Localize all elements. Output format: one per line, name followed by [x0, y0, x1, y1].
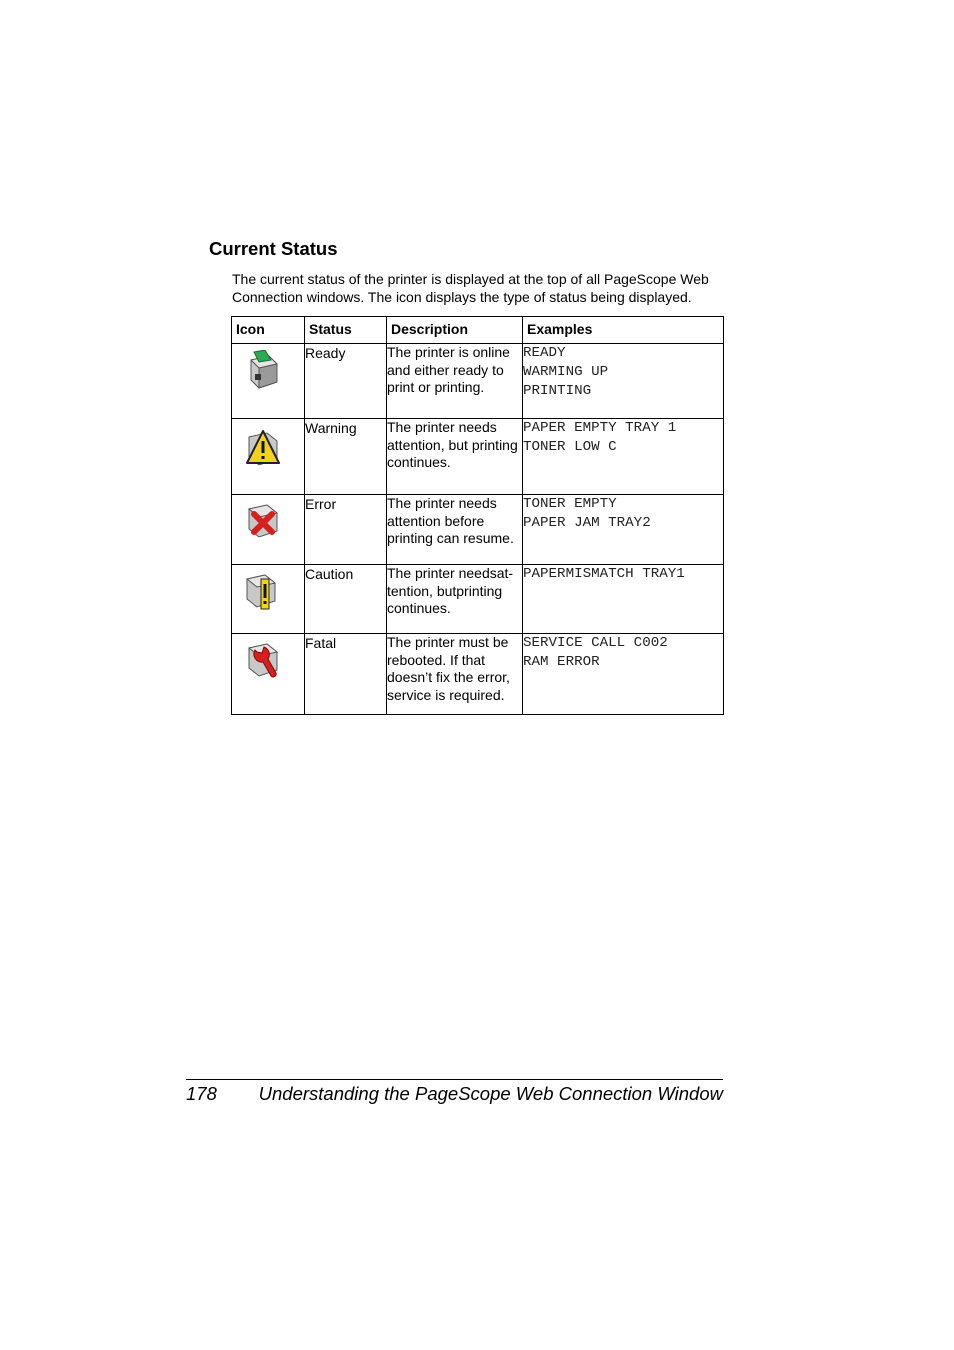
example-line: SERVICE CALL C002 [523, 635, 668, 651]
example-line: TONER LOW C [523, 439, 617, 455]
example-line: WARMING UP [523, 364, 609, 380]
row-examples [523, 634, 724, 715]
printer-caution-icon [243, 571, 283, 615]
section-title: Current Status [209, 238, 338, 259]
page-number: 178 [186, 1083, 217, 1104]
row-status: Warning [305, 419, 387, 495]
footer-divider [186, 1079, 723, 1080]
row-status: Error [305, 495, 387, 565]
row-examples [523, 565, 724, 634]
table-row [232, 419, 724, 495]
header-examples: Examples [523, 317, 724, 344]
example-line: PRINTING [523, 383, 592, 399]
row-description: The printer is online and either ready to print or printing. [387, 344, 523, 419]
intro-paragraph: The current status of the printer is displayed at the top of all PageScope Web Connection windows. The icon displays the type of status being displayed. [232, 271, 709, 305]
example-line: PAPER EMPTY TRAY 1 [523, 420, 677, 436]
header-icon: Icon [232, 317, 305, 344]
header-status: Status [305, 317, 387, 344]
printer-warning-icon [243, 425, 283, 469]
table-row [232, 495, 724, 565]
example-line: READY [523, 345, 566, 361]
row-examples [523, 495, 724, 565]
header-description: Description [387, 317, 523, 344]
example-line: PAPERMISMATCH TRAY1 [523, 566, 685, 582]
row-status: Fatal [305, 634, 387, 715]
row-status: Caution [305, 565, 387, 634]
row-description: The printer must be rebooted. If that doesn’t fix the error, service is required. [387, 634, 523, 715]
row-description: The printer needs attention, but printing continues. [387, 419, 523, 495]
row-description: The printer needsat-tention, butprinting continues. [387, 565, 523, 634]
table-row [232, 565, 724, 634]
row-examples [523, 419, 724, 495]
example-line: PAPER JAM TRAY2 [523, 515, 651, 531]
printer-fatal-icon [243, 640, 283, 684]
printer-error-icon [243, 501, 283, 545]
table-row [232, 344, 724, 419]
table-row [232, 634, 724, 715]
status-table [231, 316, 724, 715]
row-examples [523, 344, 724, 419]
footer-title: Understanding the PageScope Web Connection Window [258, 1083, 723, 1104]
example-line: RAM ERROR [523, 654, 600, 670]
example-line: TONER EMPTY [523, 496, 617, 512]
table-header-row [232, 317, 724, 344]
row-description: The printer needs attention before printing can resume. [387, 495, 523, 565]
printer-ready-icon [243, 350, 283, 394]
row-status: Ready [305, 344, 387, 419]
